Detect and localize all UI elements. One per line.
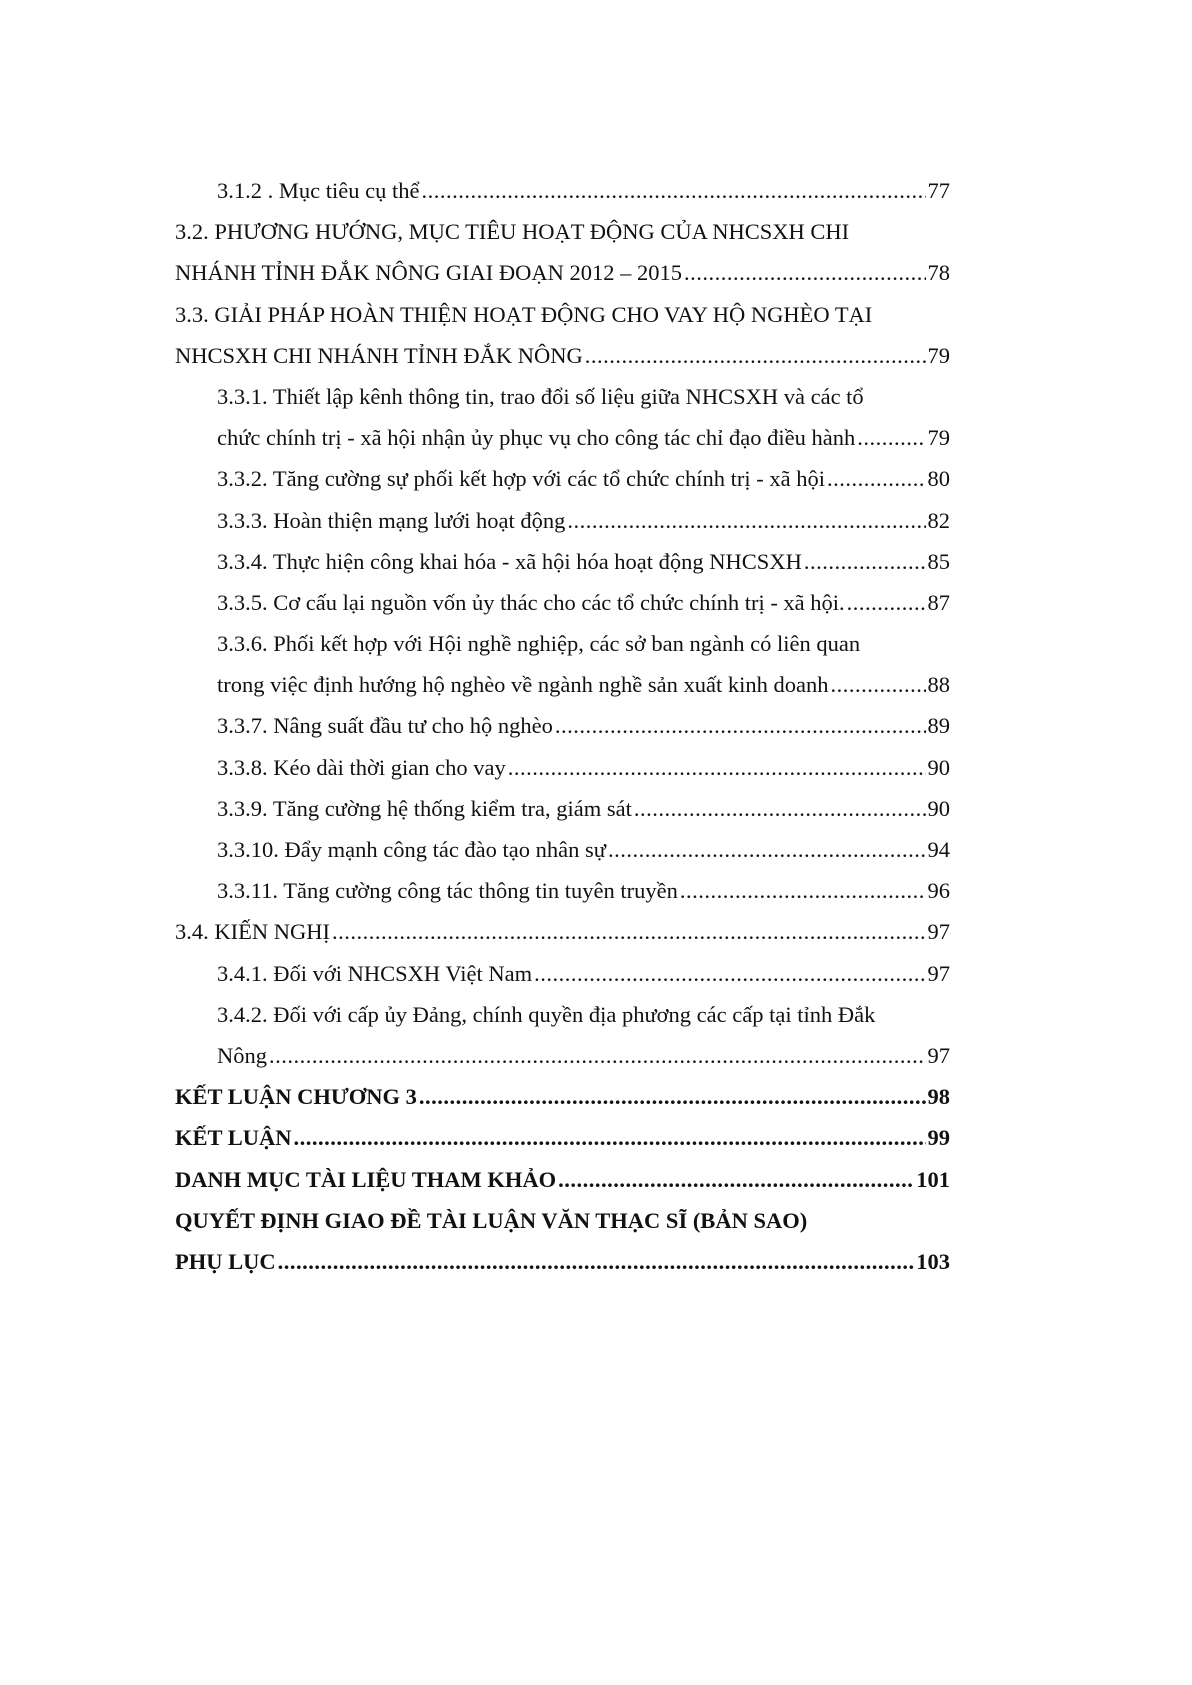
dot-leader — [634, 788, 926, 829]
toc-page-number: 79 — [927, 425, 950, 451]
toc-entry-line — [175, 788, 950, 829]
toc-entry-text: 3.3. GIẢI PHÁP HOÀN THIỆN HOẠT ĐỘNG CHO VAY HỘ NGHÈO TẠI — [175, 301, 873, 327]
dot-leader — [585, 335, 926, 376]
toc-entry-text: NHCSXH CHI NHÁNH TỈNH ĐẮK NÔNG — [175, 342, 583, 368]
dot-leader — [332, 911, 926, 952]
dot-leader — [555, 705, 926, 746]
toc-entry-line — [175, 953, 950, 994]
dot-leader — [269, 1035, 926, 1076]
toc-entry-text: 3.3.11. Tăng cường công tác thông tin tuyên truyền — [217, 878, 678, 904]
table-of-contents — [175, 170, 950, 1282]
dot-leader — [421, 170, 925, 211]
toc-page-number: 96 — [927, 878, 950, 904]
toc-page-number: 94 — [927, 837, 950, 862]
toc-entry-text: trong việc định hướng hộ nghèo về ngành nghề sản xuất kinh doanh — [217, 672, 829, 698]
toc-entry-text: Nông — [217, 1042, 267, 1068]
toc-page-number: 80 — [927, 466, 950, 492]
toc-page-number: 90 — [927, 754, 950, 780]
toc-entry-text: KẾT LUẬN — [175, 1125, 292, 1151]
toc-entry-text: 3.3.6. Phối kết hợp với Hội nghề nghiệp, các sở ban ngành có liên quan — [217, 631, 861, 657]
dot-leader — [294, 1117, 926, 1158]
toc-entry-line — [175, 1076, 950, 1117]
toc-entry-text: 3.2. PHƯƠNG HƯỚNG, MỤC TIÊU HOẠT ĐỘNG CỦA NHCSXH CHI — [175, 219, 850, 245]
toc-page-number: 97 — [927, 960, 950, 986]
toc-entry-text: PHỤ LỤC — [175, 1248, 276, 1274]
dot-leader — [508, 747, 926, 788]
toc-entry-text: 3.3.7. Nâng suất đầu tư cho hộ nghèo — [217, 713, 553, 739]
toc-entry-line — [175, 1117, 950, 1158]
toc-entry-text: DANH MỤC TÀI LIỆU THAM KHẢO — [175, 1166, 557, 1192]
toc-entry-text: 3.3.1. Thiết lập kênh thông tin, trao đổi số liệu giữa NHCSXH và các tổ — [217, 383, 864, 409]
dot-leader — [680, 870, 926, 911]
dot-leader — [804, 541, 926, 582]
toc-entry-text: 3.4.1. Đối với NHCSXH Việt Nam — [217, 960, 533, 986]
toc-entry-line — [175, 994, 950, 1035]
toc-entry-text: 3.3.3. Hoàn thiện mạng lưới hoạt động — [217, 507, 566, 533]
dot-leader — [278, 1241, 915, 1282]
toc-page-number: 101 — [916, 1166, 950, 1192]
toc-entry-line — [175, 211, 950, 252]
toc-page-number: 97 — [927, 1042, 950, 1068]
toc-entry-text: 3.3.9. Tăng cường hệ thống kiểm tra, giám sát — [217, 795, 632, 821]
toc-entry-text: 3.3.2. Tăng cường sự phối kết hợp với các tổ chức chính trị - xã hội — [217, 466, 825, 492]
toc-entry-text: 3.3.5. Cơ cấu lại nguồn vốn ủy thác cho các tổ chức chính trị - xã hội. — [217, 589, 845, 615]
toc-entry-line — [175, 252, 950, 293]
dot-leader — [684, 252, 925, 293]
toc-entry-line — [175, 500, 950, 541]
dot-leader — [558, 1159, 914, 1200]
toc-page-number: 97 — [927, 919, 950, 945]
toc-page-number: 78 — [927, 260, 950, 286]
toc-page-number: 77 — [927, 178, 950, 203]
toc-page-number: 79 — [927, 342, 950, 368]
dot-leader — [567, 500, 925, 541]
toc-entry-line — [175, 1200, 950, 1241]
toc-entry-text: 3.4. KIẾN NGHỊ — [175, 919, 330, 945]
dot-leader — [419, 1076, 926, 1117]
toc-entry-line — [175, 294, 950, 335]
toc-entry-line — [175, 541, 950, 582]
toc-entry-line — [175, 829, 950, 870]
toc-page-number: 82 — [927, 507, 950, 533]
toc-entry-text: 3.4.2. Đối với cấp ủy Đảng, chính quyền địa phương các cấp tại tỉnh Đắk — [217, 1001, 876, 1027]
toc-entry-line — [175, 747, 950, 788]
toc-entry-line — [175, 417, 950, 458]
toc-entry-line — [175, 623, 950, 664]
dot-leader — [534, 953, 925, 994]
toc-entry-text: 3.1.2 . Mục tiêu cụ thể — [217, 178, 420, 203]
toc-page-number: 103 — [916, 1248, 950, 1274]
toc-entry-text: 3.3.4. Thực hiện công khai hóa - xã hội hóa hoạt động NHCSXH — [217, 548, 802, 574]
dot-leader — [847, 582, 926, 623]
toc-entry-line — [175, 911, 950, 952]
toc-entry-text: 3.3.8. Kéo dài thời gian cho vay — [217, 754, 506, 780]
toc-entry-line — [175, 705, 950, 746]
toc-page-number: 89 — [927, 713, 950, 739]
toc-entry-line — [175, 170, 950, 211]
toc-page-number: 88 — [927, 672, 950, 698]
toc-entry-text: QUYẾT ĐỊNH GIAO ĐỀ TÀI LUẬN VĂN THẠC SĨ (BẢN SAO) — [175, 1207, 808, 1233]
toc-page-number: 98 — [927, 1084, 950, 1110]
toc-page-number: 99 — [927, 1125, 950, 1151]
toc-entry-line — [175, 376, 950, 417]
dot-leader — [827, 458, 926, 499]
toc-entry-line — [175, 1241, 950, 1282]
toc-page-number: 85 — [927, 548, 950, 574]
toc-entry-text: 3.3.10. Đẩy mạnh công tác đào tạo nhân sự — [217, 837, 606, 862]
toc-entry-text: chức chính trị - xã hội nhận ủy phục vụ cho công tác chỉ đạo điều hành — [217, 425, 856, 451]
toc-entry-text: KẾT LUẬN CHƯƠNG 3 — [175, 1084, 417, 1110]
toc-entry-line — [175, 582, 950, 623]
toc-entry-line — [175, 664, 950, 705]
dot-leader — [857, 417, 925, 458]
toc-page-number: 87 — [927, 589, 950, 615]
toc-entry-line — [175, 870, 950, 911]
dot-leader — [830, 664, 925, 705]
toc-entry-line — [175, 458, 950, 499]
toc-entry-line — [175, 335, 950, 376]
toc-entry-line — [175, 1159, 950, 1200]
toc-entry-text: NHÁNH TỈNH ĐẮK NÔNG GIAI ĐOẠN 2012 – 2015 — [175, 260, 683, 286]
toc-page-number: 90 — [927, 795, 950, 821]
dot-leader — [608, 829, 926, 870]
toc-entry-line — [175, 1035, 950, 1076]
